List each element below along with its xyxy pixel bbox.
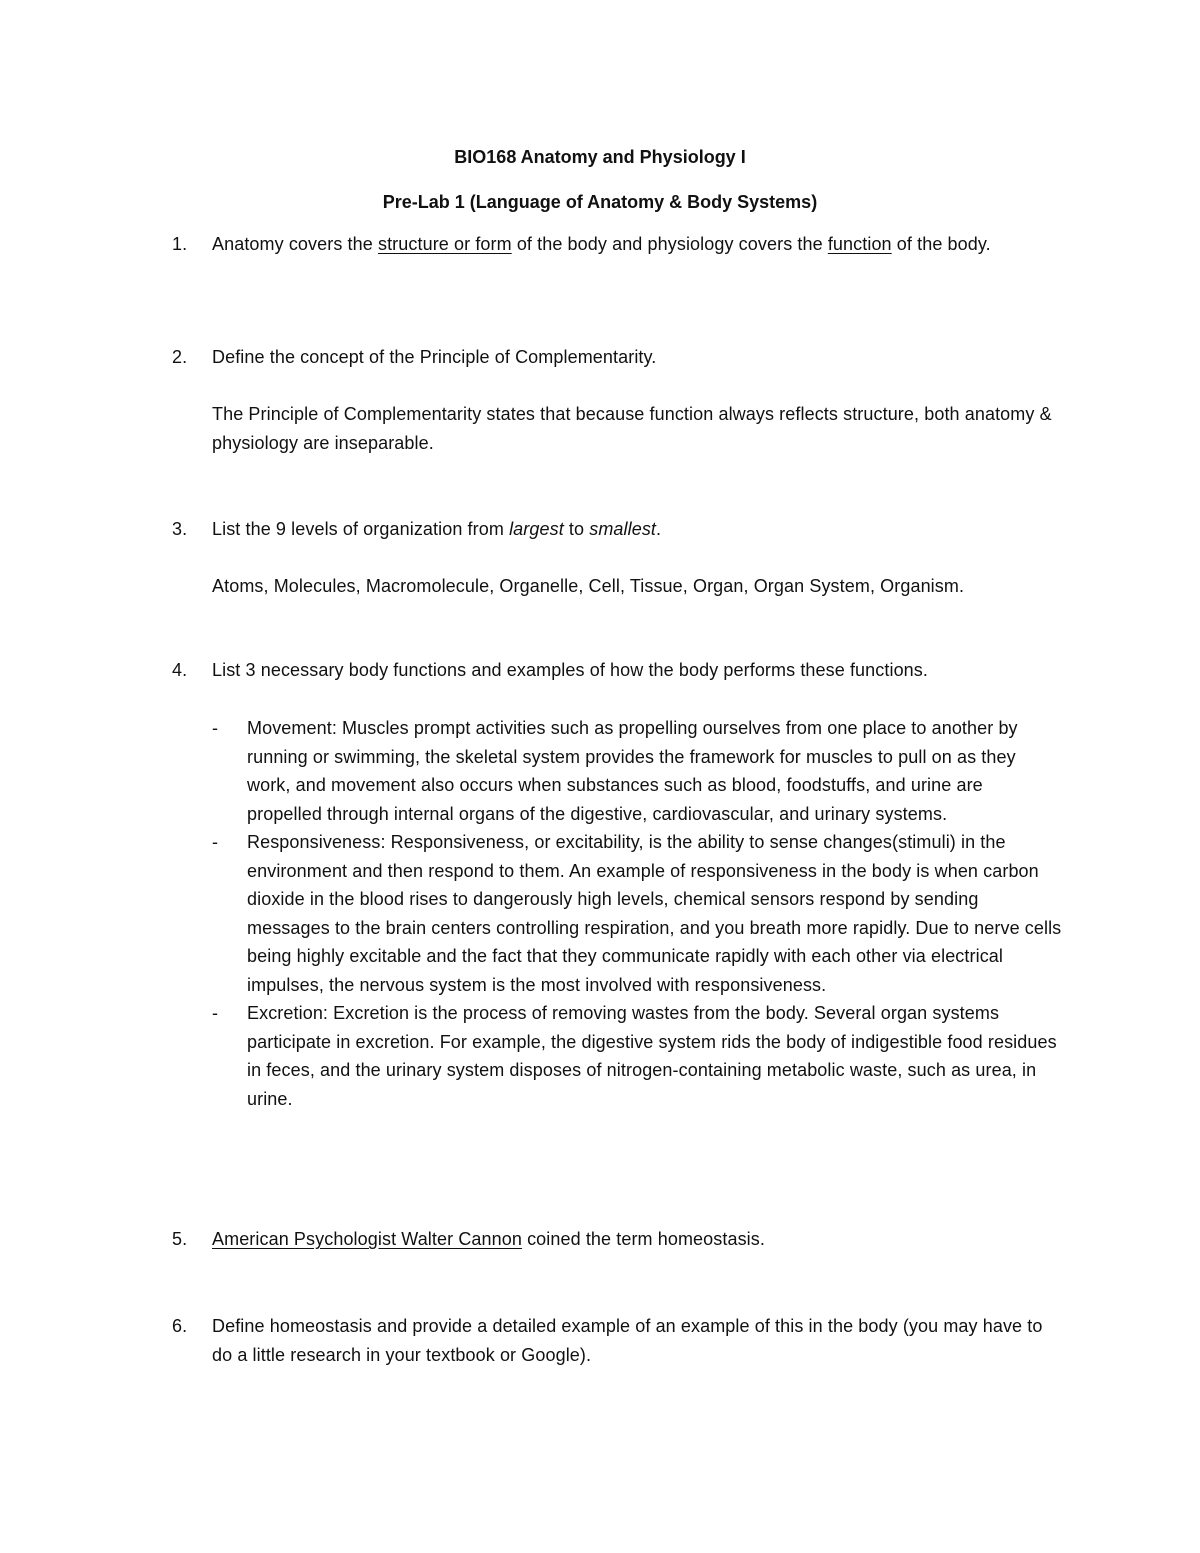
bullet-dash: - [212, 1003, 219, 1023]
question-5 [172, 1225, 1060, 1254]
bullet-dash: - [212, 718, 219, 738]
question-number: 5. [172, 1229, 188, 1249]
bullet-text: Responsiveness: Responsiveness, or excitability, is the ability to sense changes(stimuli) in the environment and then respond to them. An example of responsiveness in the body is when carbon dioxide in the blood rises to dangerously high levels, chemical sensors respond by sending messages to the brain centers controlling respiration, and you breath more rapidly. Due to nerve cells being highly excitable and the fact that they communicate rapidly with each other via electrical impulses, the nervous system is the most involved with responsiveness. [247, 832, 1062, 995]
answer-blank-structure: structure or form [377, 234, 512, 254]
question-number: 1. [172, 234, 188, 254]
bullet-text: Movement: Muscles prompt activities such as propelling ourselves from one place to another by running or swimming, the skeletal system provides the framework for muscles to pull on as they work, and movement also occurs when substances such as blood, foodstuffs, and urine are propelled through internal organs of the digestive, cardiovascular, and urinary systems. [247, 718, 1018, 824]
list-item [212, 999, 1062, 1113]
course-title: BIO168 Anatomy and Physiology I [454, 147, 746, 167]
answer-2: The Principle of Complementarity states that because function always reflects structure, both anatomy & physiology are inseparable. [212, 404, 1052, 453]
question-4-text: List 3 necessary body functions and examples of how the body performs these functions. [212, 660, 928, 680]
question-1-text: Anatomy covers the structure or form of the body and physiology covers the function of the body. [212, 234, 991, 254]
answer-blank-function: function [827, 234, 892, 254]
question-2-text: Define the concept of the Principle of Complementarity. [212, 347, 657, 367]
list-item [212, 828, 1062, 999]
question-3 [172, 515, 1060, 544]
answer-blank-cannon: American Psychologist Walter Cannon [212, 1229, 522, 1249]
question-1 [172, 230, 1060, 259]
question-number: 6. [172, 1316, 188, 1336]
body-functions-list [212, 714, 1062, 1113]
question-number: 3. [172, 519, 188, 539]
question-2 [172, 343, 1060, 372]
list-item [212, 714, 1062, 828]
question-4 [172, 656, 1060, 685]
bullet-text: Excretion: Excretion is the process of removing wastes from the body. Several organ systems participate in excretion. For example, the digestive system rids the body of indigestible food residues in feces, and the urinary system disposes of nitrogen-containing metabolic waste, such as urea, in urine. [247, 1003, 1057, 1109]
question-number: 4. [172, 660, 188, 680]
question-3-text: List the 9 levels of organization from largest to smallest. [212, 519, 662, 539]
question-5-text: American Psychologist Walter Cannon coined the term homeostasis. [212, 1229, 765, 1249]
answer-3: Atoms, Molecules, Macromolecule, Organelle, Cell, Tissue, Organ, Organ System, Organism. [212, 576, 965, 596]
lab-title: Pre-Lab 1 (Language of Anatomy & Body Systems) [382, 192, 818, 212]
question-6-text: Define homeostasis and provide a detailed example of an example of this in the body (you may have to do a little research in your textbook or Google). [212, 1316, 1043, 1365]
question-number: 2. [172, 347, 188, 367]
question-6 [172, 1312, 1060, 1369]
bullet-dash: - [212, 832, 219, 852]
